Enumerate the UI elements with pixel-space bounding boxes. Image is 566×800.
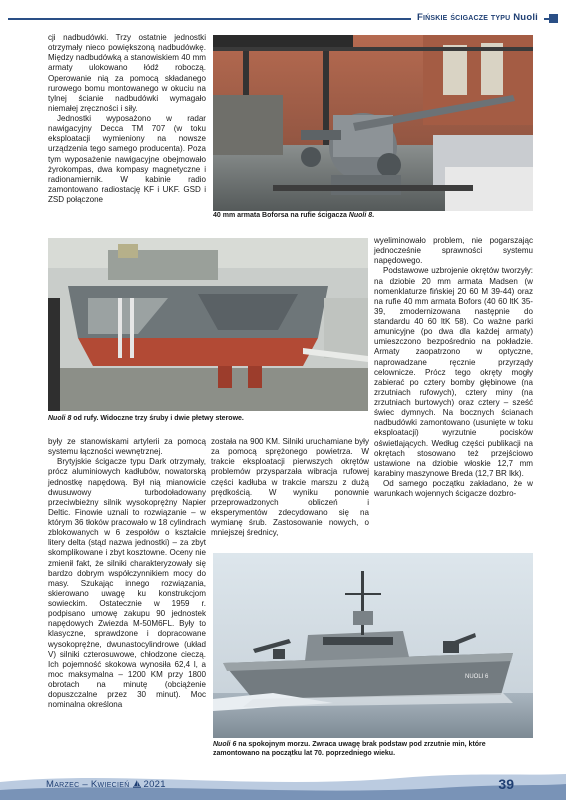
paragraph (48, 457, 206, 710)
header-title (411, 12, 544, 24)
paragraph-text: Od samego początku zakładano, że w warunkach wojennych ścigacze dozbro- (374, 479, 533, 499)
paragraph-text: były ze stanowiskami artylerii za pomocą systemu łączności wewnętrznej. (48, 437, 206, 457)
header-square-mark (549, 14, 558, 23)
photo-nuoli6-image (213, 553, 533, 738)
header-title-name: Nuoli (513, 12, 538, 23)
paragraph-text: Brytyjskie ścigacze typu Dark otrzymały, prócz aluminiowych kadłubów, nowatorską jednostkę napędową. Był nią mianowicie dwusuwowy turbodoładowany przeciwbieżny silnik wysokoprężny Napier Deltic. Finowie uznali to rozwiązanie – w którym 36 tłoków pracowało w 18 cylindrach zblokowanych w 6 zespołów o kształcie litery delta (stąd nazwa jednostki) – za zbyt skomplikowane i zbyt kosztowne. Oceny nie zmienił fakt, że silniki charakteryzowały się bardzo dobrym współczynnikiem mocy do masy. Szukając innego rozwiązania, skierowano uwagę ku konstrukcjom sowieckim. Ostatecznie w 1959 r. podpisano umowę zakupu 90 jednostek napędowych Zwiezda M-50M6FL. Były to klasyczne, sprawdzone i dopracowane wysokoprężne, dwunastocylindrowe (układ V) silniki czterosuwowe, chłodzone cieczą. Ich pojemność skokowa wynosiła 62,4 l, a moc maksymalna – 1200 KM przy 1800 obrotach na minutę (obciążenie dopuszczalne przez 30 minut). Moc nominalna określona (48, 457, 206, 710)
caption-ship-name: Nuoli 8 (348, 212, 373, 219)
footer-issue (46, 779, 166, 790)
sailboat-icon (133, 780, 141, 788)
column-bottom-mid (211, 437, 369, 538)
photo-stern-view (48, 238, 368, 411)
paragraph-text: Podstawowe uzbrojenie okrętów tworzyły: na dziobie 20 mm armata Madsen (w nomenklaturze fińskiej 20 60 M 39-44) oraz na rufie 40 mm armata Bofors (40 60 ltK 35-39, zmodernizowana następnie do standardu 40 60 ltK 58). Co ważne parki amunicyjne (po dwa dla każdej armaty) umieszczono bezpośrednio na pokładzie. Armaty zaopatrzono w optyczne, naprowadzane ręcznie przyrządy celownicze. Prócz tego okręty mogły zabierać po cztery bomby głębinowe (na zrzutniach rufowych), cztery miny (na zrzutniach burtowych) oraz cztery – sześć świec dymnych. Na bocznych ścianach nadbudówki zamontowano (usunięte w toku eksploatacji) wyrzutnie pocisków oświetlających. Według części publikacji na okrętach stosowano też przejściowo ustawione na dziobie włoskie 12,7 mm karabiny maszynowe Breda (12,7 BR lkk). (374, 266, 533, 478)
column-mid-right (374, 236, 533, 499)
paragraph: została na 900 KM. Silniki uruchamiane były za pomocą sprężonego powietrza. W trakcie eksploatacji pierwszych okrętów problemów przysparzała wibracja rufowej części kadłuba w trakcie marszu z dużą prędkością. W wyniku ponownie przeprowadzonych obliczeń i eksperymentów zdecydowano się na wymianę śrub. Zastosowanie nowych, o mniejszej średnicy, (211, 437, 369, 538)
footer-year: 2021 (143, 779, 166, 790)
footer-issue-months: Marzec – Kwiecień (46, 779, 130, 790)
photo-stern-view-image (48, 238, 368, 411)
column-bottom-left (48, 437, 206, 710)
photo-bofors-gun-image (213, 35, 533, 211)
paragraph (48, 114, 206, 205)
caption-text: na spokojnym morzu. Zwraca uwagę brak podstaw pod zrzutnie min, które zamontowano na początku lat 70. poprzedniego wieku. (213, 741, 486, 757)
paragraph-text: Jednostki wyposażono w radar nawigacyjny Decca TM 707 (w toku eksploatacji wymieniony na nowsze urządzenia tego samego producenta). Poza tym wyposażenie nawigacyjne obejmowało żyrokompas, dwa kompasy magnetyczne i radionamiernik. W kabinie radio zamontowano radiostację KF i UKF. GSD i ZSD połączone (48, 114, 206, 204)
caption-text: od rufy. Widoczne trzy śruby i dwie płetwy sterowe. (71, 415, 244, 422)
hull-number-text: NUOLI 6 (465, 674, 489, 680)
caption-ship-name: Nuoli 8 (48, 415, 72, 422)
paragraph (374, 479, 533, 499)
running-header (0, 12, 566, 24)
photo-bofors-caption (213, 212, 533, 221)
photo-stern-caption (48, 415, 368, 424)
column-top-left (48, 33, 206, 205)
paragraph (48, 437, 206, 457)
photo-nuoli6-at-sea (213, 553, 533, 738)
paragraph: wyeliminowało problem, nie pogarszając jednocześnie sprawności systemu napędowego. (374, 236, 533, 266)
caption-text: 40 mm armata Boforsa na rufie ścigacza (213, 212, 349, 219)
photo-bofors-gun (213, 35, 533, 211)
paragraph (374, 266, 533, 479)
paragraph: cji nadbudówki. Trzy ostatnie jednostki otrzymały nieco powiększoną nadbudówkę. Między nadbudówką a stanowiskiem 40 mm armaty ulokowano łódź roboczą. Operowanie nią za pomocą składanego rurowego bomu montowanego w okuciu na tylnej ścianie nadbudówki wymagało niemałej zręczności i siły. (48, 33, 206, 113)
page-number: 39 (498, 776, 514, 792)
header-title-text: Fińskie ścigacze typu (416, 12, 514, 23)
caption-text: . (372, 212, 375, 219)
page-footer (0, 756, 566, 800)
caption-ship-name: Nuoli 6 (213, 741, 237, 748)
